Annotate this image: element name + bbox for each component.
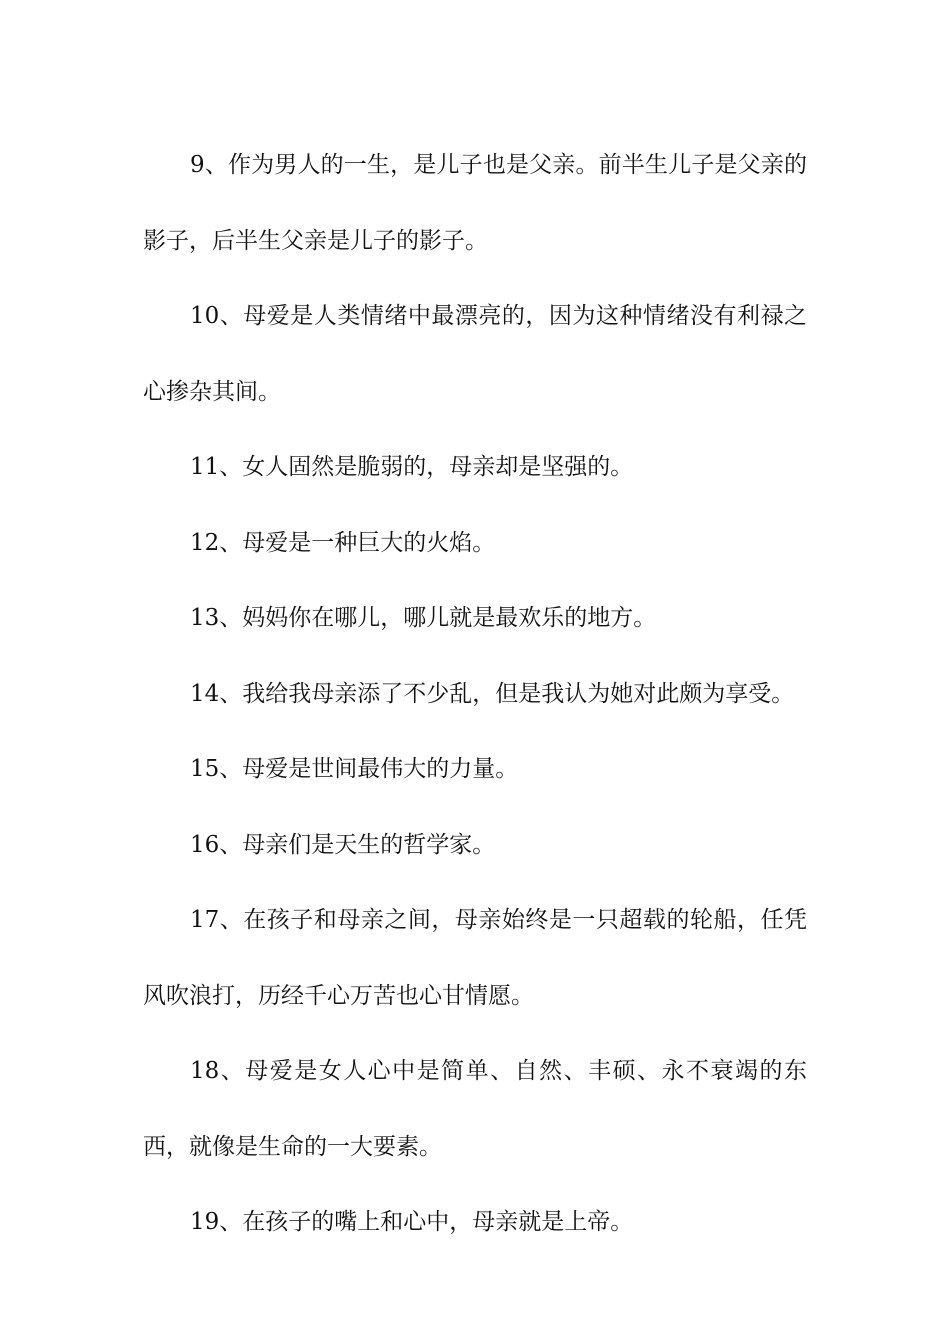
paragraph-17: 17、在孩子和母亲之间，母亲始终是一只超载的轮船，任凭风吹浪打，历经千心万苦也心甘情愿。 (143, 907, 807, 1009)
document-body (143, 128, 807, 1261)
paragraph-12: 12、母爱是一种巨大的火焰。 (190, 529, 496, 556)
paragraph-15: 15、母爱是世间最伟大的力量。 (190, 756, 519, 782)
paragraph-13: 13、妈妈你在哪儿，哪儿就是最欢乐的地方。 (190, 605, 657, 631)
paragraph-9: 9、作为男人的一生，是儿子也是父亲。前半生儿子是父亲的影子，后半生父亲是儿子的影子。 (143, 152, 807, 254)
paragraph-19: 19、在孩子的嘴上和心中，母亲就是上帝。 (190, 1209, 634, 1235)
paragraph-18: 18、母爱是女人心中是简单、自然、丰硕、永不衰竭的东西，就像是生命的一大要素。 (143, 1058, 807, 1160)
paragraph-16: 16、母亲们是天生的哲学家。 (190, 831, 496, 858)
paragraph-11: 11、女人固然是脆弱的，母亲却是坚强的。 (190, 454, 634, 480)
paragraph-10: 10、母爱是人类情绪中最漂亮的，因为这种情绪没有利禄之心掺杂其间。 (143, 303, 807, 405)
paragraph-14: 14、我给我母亲添了不少乱，但是我认为她对此颇为享受。 (190, 680, 795, 707)
